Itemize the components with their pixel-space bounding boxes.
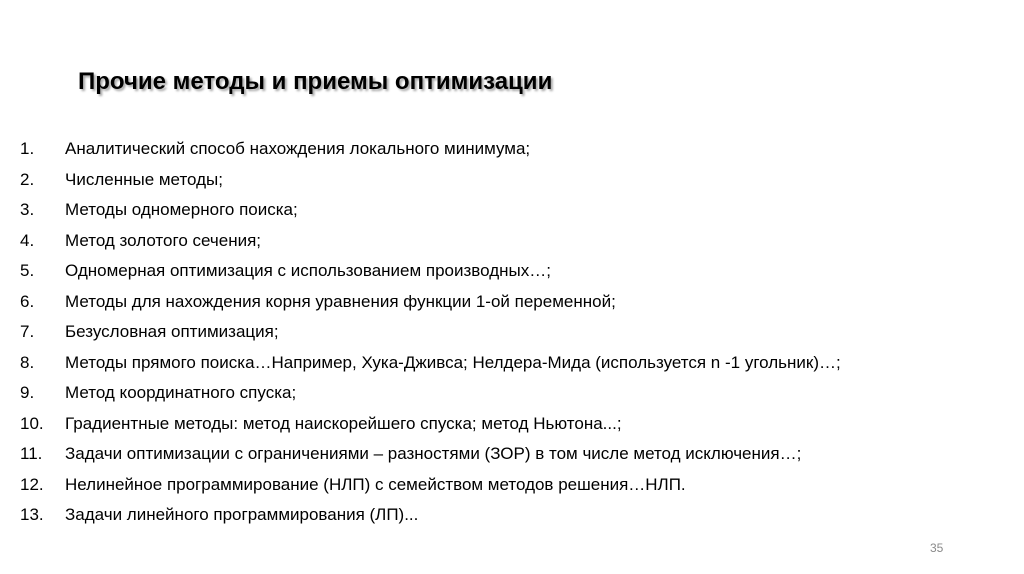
list-item-text: Аналитический способ нахождения локального минимума; [65, 139, 531, 158]
list-item-number: 12. [20, 474, 44, 494]
list-item-text: Методы для нахождения корня уравнения функции 1-ой переменной; [65, 291, 616, 311]
list-item-text: Безусловная оптимизация; [65, 322, 279, 341]
list-item [20, 134, 841, 165]
list-item-number: 4. [20, 230, 35, 250]
list-item-number: 8. [20, 352, 35, 372]
methods-list [20, 134, 841, 531]
list-item [20, 287, 841, 318]
list-item-text: Нелинейное программирование (НЛП) с семейством методов решения…НЛП. [65, 474, 686, 494]
list-item-number: 7. [20, 322, 35, 341]
list-item [20, 439, 841, 470]
list-item-number: 1. [20, 139, 35, 158]
list-item-text: Численные методы; [65, 169, 223, 189]
list-item-number: 11. [20, 444, 43, 463]
list-item-number: 5. [20, 261, 35, 280]
list-item-text: Метод координатного спуска; [65, 383, 297, 402]
list-item [20, 470, 841, 501]
list-item [20, 256, 841, 287]
list-item-number: 3. [20, 200, 35, 219]
page-number: 35 [930, 541, 944, 555]
list-item-text: Метод золотого сечения; [65, 230, 262, 250]
list-item-number: 2. [20, 169, 35, 189]
list-item [20, 226, 841, 257]
list-item-text: Градиентные методы: метод наискорейшего спуска; метод Ньютона...; [65, 413, 622, 433]
list-item-number: 10. [20, 413, 44, 433]
list-item-text: Одномерная оптимизация с использованием производных…; [65, 261, 551, 280]
list-item [20, 409, 841, 440]
list-item [20, 195, 841, 226]
list-item [20, 500, 841, 531]
list-item [20, 378, 841, 409]
list-item-text: Задачи оптимизации с ограничениями – разностями (ЗОР) в том числе метод исключения…; [65, 444, 802, 463]
list-item [20, 165, 841, 196]
list-item [20, 317, 841, 348]
list-item-text: Задачи линейного программирования (ЛП)... [65, 505, 419, 524]
list-item-number: 13. [20, 505, 44, 524]
list-item-number: 6. [20, 291, 35, 311]
list-item-text: Методы прямого поиска…Например, Хука-Дживса; Нелдера-Мида (используется n -1 угольник)…; [65, 352, 841, 372]
list-item-number: 9. [20, 383, 35, 402]
list-item [20, 348, 841, 379]
slide-title: Прочие методы и приемы оптимизации [78, 68, 553, 95]
list-item-text: Методы одномерного поиска; [65, 200, 298, 219]
